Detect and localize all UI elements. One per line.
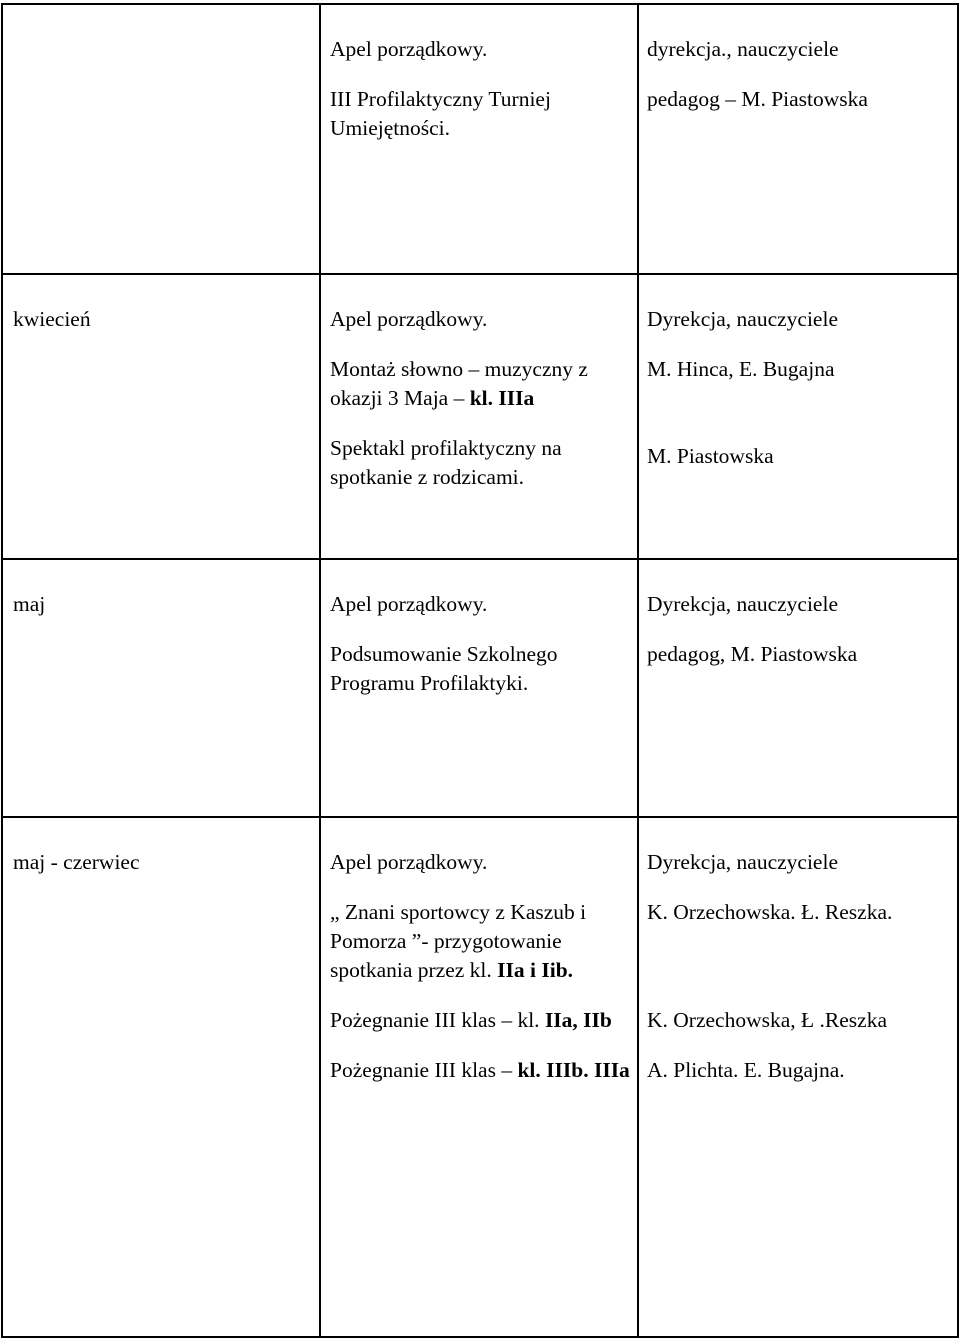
month-label: maj - czerwiec (13, 850, 140, 874)
month-cell (2, 817, 320, 1337)
event-item: Spektakl profilaktyczny na spotkanie z rodzicami. (330, 436, 562, 489)
responsible-cell (638, 817, 958, 1337)
responsible-cell (638, 4, 958, 274)
events-cell (320, 274, 638, 559)
responsible-item: Dyrekcja, nauczyciele (647, 592, 838, 616)
event-item: Montaż słowno – muzyczny z okazji 3 Maja – kl. IIIa (330, 357, 588, 410)
responsible-item: A. Plichta. E. Bugajna. (647, 1058, 845, 1082)
table-row (2, 274, 958, 559)
event-item: Apel porządkowy. (330, 850, 488, 874)
event-item: Apel porządkowy. (330, 37, 488, 61)
month-label: kwiecień (13, 307, 91, 331)
event-item: Apel porządkowy. (330, 592, 488, 616)
events-cell (320, 817, 638, 1337)
responsible-cell (638, 559, 958, 817)
table-row (2, 817, 958, 1337)
event-item: III Profilaktyczny Turniej Umiejętności. (330, 87, 551, 140)
schedule-table (1, 3, 959, 1338)
responsible-item: Dyrekcja, nauczyciele (647, 850, 838, 874)
responsible-item: M. Piastowska (647, 444, 774, 468)
responsible-item: pedagog, M. Piastowska (647, 642, 858, 666)
month-label (3, 5, 319, 35)
event-item: Pożegnanie III klas – kl. IIIb. IIIa (330, 1058, 630, 1082)
month-cell (2, 4, 320, 274)
month-cell (2, 274, 320, 559)
events-cell (320, 4, 638, 274)
event-item: Apel porządkowy. (330, 307, 488, 331)
month-cell (2, 559, 320, 817)
event-item: Pożegnanie III klas – kl. IIa, IIb (330, 1008, 612, 1032)
events-cell (320, 559, 638, 817)
event-item: Podsumowanie Szkolnego Programu Profilaktyki. (330, 642, 558, 695)
table-row (2, 4, 958, 274)
table-row (2, 559, 958, 817)
event-item: „ Znani sportowcy z Kaszub i Pomorza ”- przygotowanie spotkania przez kl. IIa i Iib. (330, 900, 587, 982)
month-label: maj (13, 592, 46, 616)
responsible-item: K. Orzechowska, Ł .Reszka (647, 1008, 887, 1032)
responsible-item: K. Orzechowska. Ł. Reszka. (647, 900, 893, 924)
responsible-item: dyrekcja., nauczyciele (647, 37, 839, 61)
responsible-item: M. Hinca, E. Bugajna (647, 357, 835, 381)
responsible-cell (638, 274, 958, 559)
responsible-item: pedagog – M. Piastowska (647, 87, 868, 111)
responsible-item: Dyrekcja, nauczyciele (647, 307, 838, 331)
